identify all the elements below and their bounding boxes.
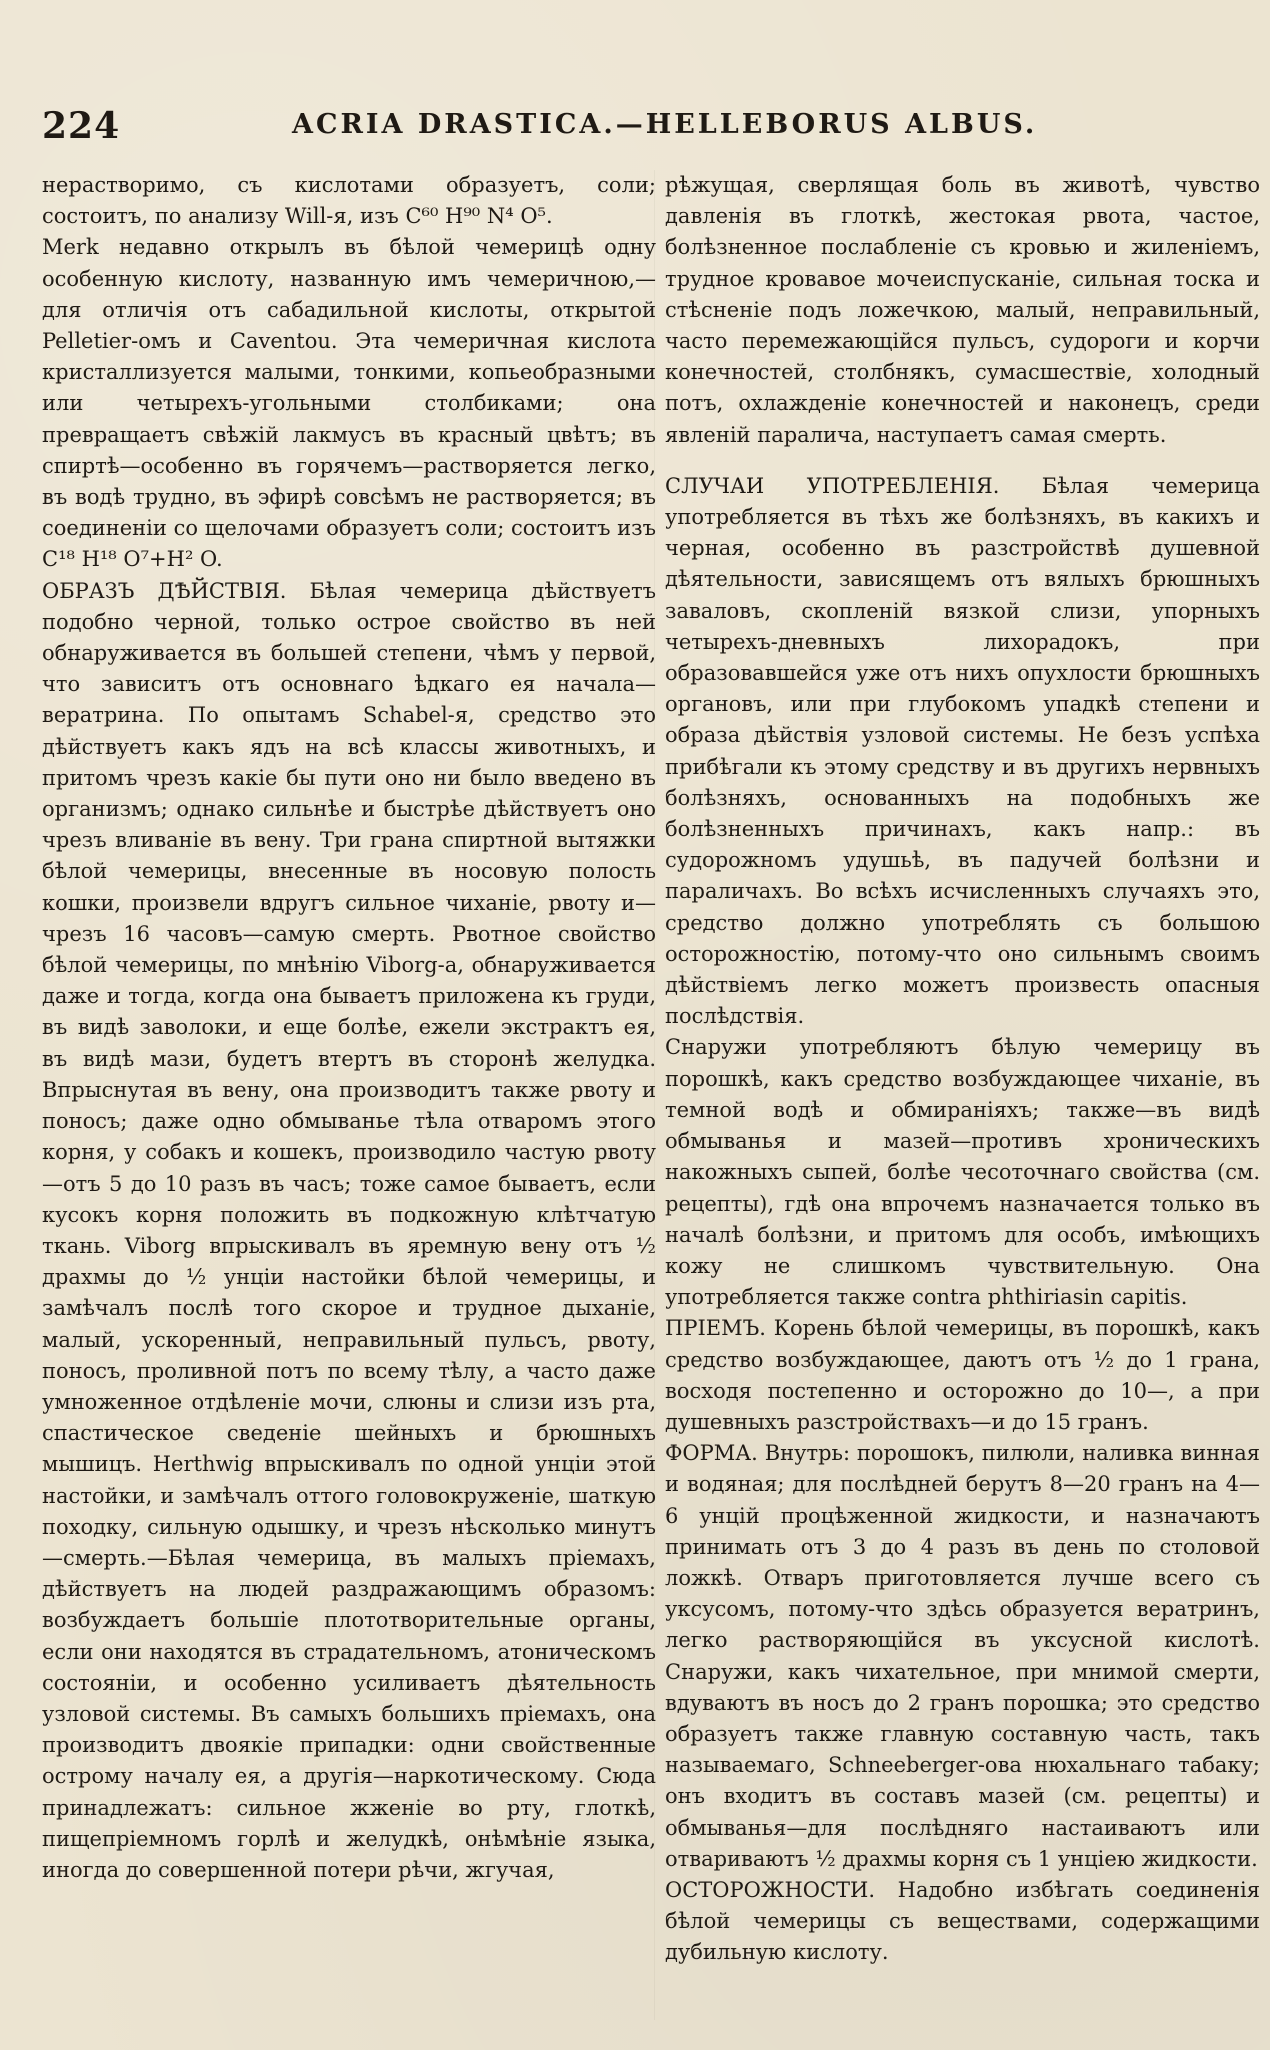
page-number: 224 xyxy=(42,105,121,147)
right-paragraph-3: Снаружи употребляютъ бѣлую чемерицу въ порошкѣ, какъ средство возбуждающее чиханіе, въ темной водѣ и обмиранiяхъ; также—въ видѣ обмыванья и мазей—противъ хроническихъ накожныхъ сыпей, болѣе чесоточнаго свойства (см. рецепты), гдѣ она впрочемъ назначается только въ началѣ болѣзни, и притомъ для особъ, имѣющихъ кожу не слишкомъ чувствительную. Она употребляется также contra phthiriasin capitis. xyxy=(665,1035,1260,1310)
left-paragraph-3: ОБРАЗЪ ДѢЙСТВІЯ. Бѣлая чемерица дѣйствуетъ подобно черной, только острое свойство въ ней обнаруживается въ большей степени, чѣмъ у первой, что зависитъ отъ основнаго ѣдкаго ея начала—вератрина. По опытамъ Schabel-я, средство это дѣйствуетъ какъ ядъ на всѣ классы животныхъ, и притомъ чрезъ какіе бы пути оно ни было введено въ организмъ; однако сильнѣе и быстрѣе дѣйствуетъ оно чрезъ вливаніе въ вену. Три грана спиртной вытяжки бѣлой чемерицы, внесенные въ носовую полость кошки, произвели вдругъ сильное чиханіе, рвоту и—чрезъ 16 часовъ—самую смерть. Рвотное свойство бѣлой чемерицы, по мнѣнію Viborg-а, обнаруживается даже и тогда, когда она бываетъ приложена къ груди, въ видѣ заволоки, и еще болѣе, ежели экстрактъ ея, въ видѣ мази, будетъ втертъ въ сторонѣ желудка. Впрыснутая въ вену, она производитъ также рвоту и поносъ; даже одно обмыванье тѣла отваромъ этого корня, у собакъ и кошекъ, производило частую рвоту—отъ 5 до 10 разъ въ часъ; тоже самое бываетъ, если кусокъ корня положить въ подкожную клѣтчатую ткань. Viborg впрыскивалъ въ яремную вену отъ ½ драхмы до ½ унціи настойки бѣлой чемерицы, и замѣчалъ послѣ того скорое и трудное дыханіе, малый, ускоренный, неправильный пульсъ, рвоту, поносъ, проливной потъ по всему тѣлу, а часто даже умноженное отдѣленіе мочи, слюны и слизи изъ рта, спастическое сведеніе шейныхъ и брюшныхъ мышицъ. Herthwig впрыскивалъ по одной унціи этой настойки, и замѣчалъ оттого головокруженіе, шаткую походку, сильную одышку, и чрезъ нѣсколько минутъ—смерть.—Бѣлая чемерица, въ малыхъ пріемахъ, дѣйствуетъ на людей раздражающимъ образомъ: возбуждаетъ большіе плототворительные органы, если они находятся въ страдательномъ, атоническомъ состояніи, и особенно усиливаетъ дѣятельность узловой системы. Въ самыхъ большихъ пріемахъ, она производитъ двоякіе припадки: одни свойственные острому началу ея, а другія—наркотическому. Сюда принадлежатъ: сильное жженіе во рту, глоткѣ, пищепріемномъ горлѣ и желудкѣ, онѣмѣніе языка, иногда до совершенной потери рѣчи, жгучая, xyxy=(42,578,656,1882)
right-paragraph-6: ОСТОРОЖНОСТИ. Надобно избѣгать соединенія бѣлой чемерицы съ веществами, содержащими дубильную кислоту. xyxy=(665,1877,1260,1965)
right-paragraph-5: ФОРМА. Внутрь: порошокъ, пилюли, наливка винная и водяная; для послѣдней берутъ 8—20 гранъ на 4—6 унцій процѣженной жидкости, и назначаютъ принимать отъ 3 до 4 разъ въ день по столовой ложкѣ. Отваръ приготовляется лучше всего съ уксусомъ, потому-что здѣсь образуется вератринъ, легко растворяющійся въ уксусной кислотѣ. Снаружи, какъ чихательное, при мнимой смерти, вдуваютъ въ носъ до 2 гранъ порошка; это средство образуетъ также главную составную часть, такъ называемаго, Schneeberger-ова нюхальнаго табаку; онъ входитъ въ составъ мазей (см. рецепты) и обмыванья—для послѣдняго настаиваютъ или отвариваютъ ½ драхмы корня съ 1 унціею жидкости. xyxy=(665,1441,1260,1871)
left-paragraph-1: нерастворимо, съ кислотами образуетъ, соли; состоитъ, по анализу Will-я, изъ C⁶⁰ H⁹⁰ N⁴ O⁵. xyxy=(42,173,656,229)
paragraph-gap xyxy=(665,451,1260,471)
left-text-column xyxy=(42,170,656,2020)
running-title: ACRIA DRASTICA.—HELLEBORUS ALBUS. xyxy=(292,109,1038,140)
right-paragraph-4: ПРІЕМЪ. Корень бѣлой чемерицы, въ порошкѣ, какъ средство возбуждающее, даютъ отъ ½ до 1 грана, восходя постепенно и осторожно до 10—, а при душевныхъ разстройствахъ—и до 15 гранъ. xyxy=(665,1316,1260,1434)
right-paragraph-1: рѣжущая, сверлящая боль въ животѣ, чувство давленія въ глоткѣ, жестокая рвота, частое, болѣзненное послабленіе съ кровью и жиленіемъ, трудное кровавое мочеиспусканіе, сильная тоска и стѣсненіе подъ ложечкою, малый, неправильный, часто перемежающійся пульсъ, судороги и корчи конечностей, столбнякъ, сумасшествіе, холодный потъ, охлажденіе конечностей и наконецъ, среди явленій паралича, наступаетъ самая смерть. xyxy=(665,173,1260,447)
right-paragraph-2: СЛУЧАИ УПОТРЕБЛЕНІЯ. Бѣлая чемерица употребляется въ тѣхъ же болѣзняхъ, въ какихъ и черная, особенно въ разстройствѣ душевной дѣятельности, зависящемъ отъ вялыхъ брюшныхъ заваловъ, скопленій вязкой слизи, упорныхъ четырехъ-дневныхъ лихорадокъ, при образовавшейся уже отъ нихъ опухлости брюшныхъ органовъ, или при глубокомъ упадкѣ степени и образа дѣйствія узловой системы. Не безъ успѣха прибѣгали къ этому средству и въ другихъ нервныхъ болѣзняхъ, основанныхъ на подобныхъ же болѣзненныхъ причинахъ, какъ напр.: въ судорожномъ удушьѣ, въ падучей болѣзни и параличахъ. Во всѣхъ исчисленныхъ случаяхъ это, средство должно употреблять съ большою осторожностію, потому-что оно сильнымъ своимъ дѣйствіемъ легко можетъ произвесть опасныя послѣдствія. xyxy=(665,473,1260,1029)
page-header xyxy=(42,105,1227,150)
right-text-column xyxy=(665,170,1260,2020)
left-paragraph-2: Merk недавно открылъ въ бѣлой чемерицѣ одну особенную кислоту, названную имъ чемеричною,—для отличія отъ сабадильной кислоты, открытой Pelletier-омъ и Caventou. Эта чемеричная кислота кристаллизуется малыми, тонкими, копьеобразными или четырехъ-угольными столбиками; она превращаетъ свѣжій лакмусъ въ красный цвѣтъ; въ спиртѣ—особенно въ горячемъ—растворяется легко, въ водѣ трудно, въ эфирѣ совсѣмъ не растворяется; въ соединеніи со щелочами образуетъ соли; состоитъ изъ C¹⁸ H¹⁸ O⁷+H² O. xyxy=(42,235,656,572)
